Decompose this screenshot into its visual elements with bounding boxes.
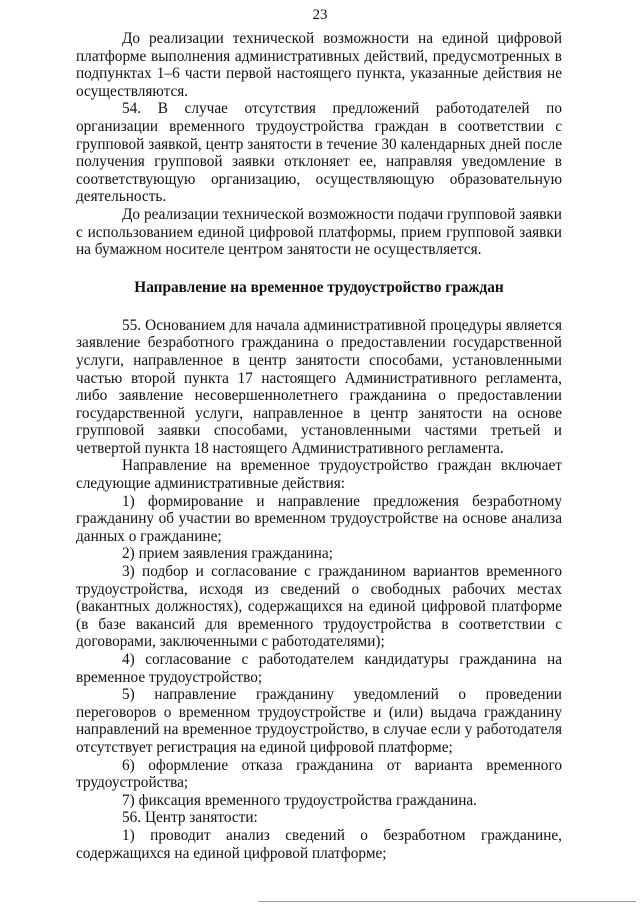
list-item: 6) оформление отказа гражданина от варианта временного трудоустройства; <box>76 756 562 792</box>
paragraph-item-54: 54. В случае отсутствия предложений работодателей по организации временного трудоустройства граждан в соответствии с групповой заявкой, центр занятости в течение 30 календарных дней после получения групповой заявки отклоняет ее, направляя уведомление в соответствующую организацию, осуществляющую образовательную деятельность. <box>76 100 562 206</box>
section-heading: Направление на временное трудоустройство граждан <box>134 278 504 296</box>
paragraph-item-55: 55. Основанием для начала административной процедуры является заявление безработного гражданина о предоставлении государственной услуги, направленное в центр занятости способами, установленными частью второй пункта 17 настоящего Административного регламента, либо заявление несовершеннолетнего гражданина о предоставлении государственной услуги, направленное в центр занятости на основе групповой заявки способами, установленными частями третьей и четвертой пункта 18 настоящего Административного регламента. <box>76 316 562 457</box>
page-number: 23 <box>312 7 328 23</box>
paragraph: До реализации технической возможности подачи групповой заявки с использованием единой цифровой платформы, прием групповой заявки на бумажном носителе центром занятости не осуществляется. <box>76 205 562 259</box>
list-item: 5) направление гражданину уведомлений о проведении переговоров о временном трудоустройстве и (или) выдача гражданину направлений на временное трудоустройство, в случае если у работодателя отсутствует регистрация на единой цифровой платформе; <box>76 686 562 756</box>
paragraph: Направление на временное трудоустройство граждан включает следующие административные действия: <box>76 457 562 493</box>
paragraph: До реализации технической возможности на единой цифровой платформе выполнения административных действий, предусмотренных в подпунктах 1–6 части первой настоящего пункта, указанные действия не осуществляются. <box>76 30 562 100</box>
bottom-divider <box>258 901 636 902</box>
list-item: 2) прием заявления гражданина; <box>122 545 333 563</box>
list-item: 1) формирование и направление предложения безработному гражданину об участии во временном трудоустройстве на основе анализа данных о гражданине; <box>76 492 562 545</box>
document-body <box>76 30 562 862</box>
list-item: 7) фиксация временного трудоустройства гражданина. <box>122 791 478 809</box>
list-item: 3) подбор и согласование с гражданином вариантов временного трудоустройства, исходя из сведений о свободных рабочих местах (вакантных должностях), содержащихся на единой цифровой платформе (в базе вакансий для временного трудоустройства в соответствии с договорами, заключенными с работодателями); <box>76 563 562 651</box>
list-item: 4) согласование с работодателем кандидатуры гражданина на временное трудоустройство; <box>76 651 562 686</box>
list-item: 1) проводит анализ сведений о безработном гражданине, содержащихся на единой цифровой платформе; <box>76 826 562 862</box>
paragraph-item-56: 56. Центр занятости: <box>122 809 258 827</box>
